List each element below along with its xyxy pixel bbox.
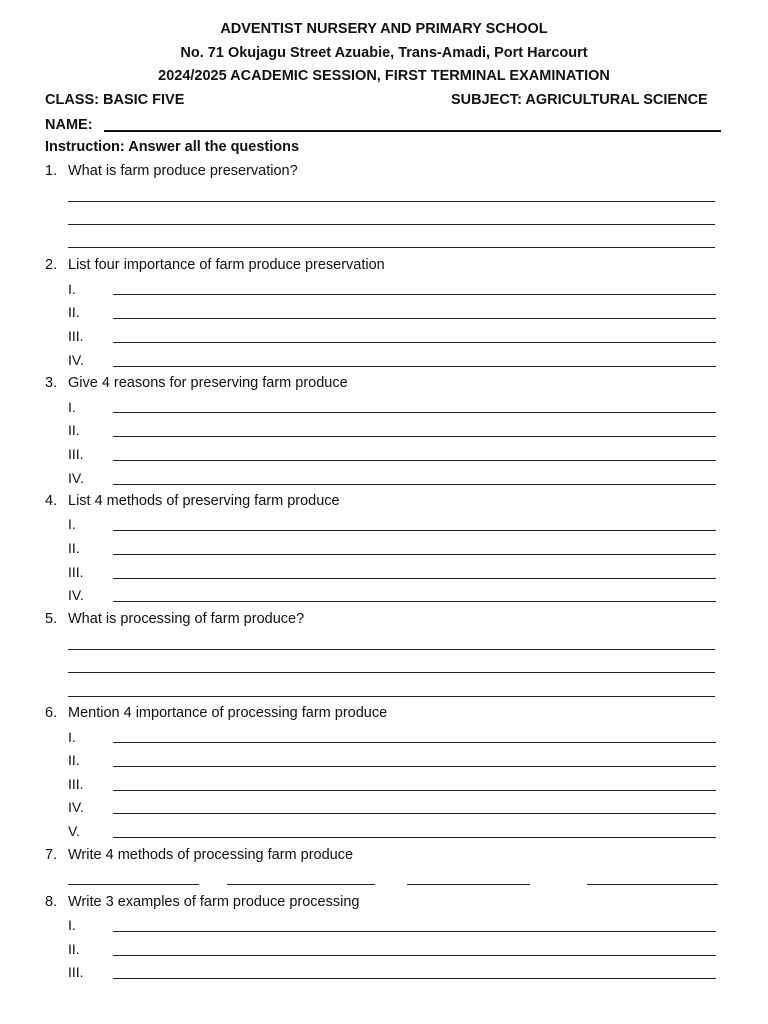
question-text: List four importance of farm produce preservation: [68, 257, 385, 273]
answer-line[interactable]: [113, 790, 716, 791]
answer-line[interactable]: [68, 247, 715, 248]
answer-line[interactable]: [407, 884, 530, 885]
question-number: 2.: [45, 257, 58, 273]
question-6: [45, 704, 387, 722]
name-label: NAME:: [45, 117, 93, 133]
answer-line[interactable]: [68, 649, 715, 650]
item-label: IV.: [68, 799, 84, 815]
subject-label: SUBJECT: AGRICULTURAL SCIENCE: [451, 92, 708, 108]
question-number: 3.: [45, 375, 58, 391]
item-label: I.: [68, 516, 76, 532]
answer-line[interactable]: [113, 978, 716, 979]
answer-line[interactable]: [227, 884, 375, 885]
question-5: [45, 610, 304, 628]
answer-line[interactable]: [113, 318, 716, 319]
question-number: 8.: [45, 894, 58, 910]
question-number: 5.: [45, 611, 58, 627]
answer-line[interactable]: [113, 554, 716, 555]
answer-line[interactable]: [68, 696, 715, 697]
answer-line[interactable]: [113, 484, 716, 485]
answer-line[interactable]: [113, 530, 716, 531]
question-7: [45, 846, 353, 864]
item-label: III.: [68, 564, 84, 580]
item-label: III.: [68, 328, 84, 344]
answer-line[interactable]: [113, 294, 716, 295]
school-address: No. 71 Okujagu Street Azuabie, Trans-Amadi, Port Harcourt: [180, 45, 588, 61]
answer-line[interactable]: [113, 813, 716, 814]
answer-line[interactable]: [113, 342, 716, 343]
question-number: 6.: [45, 705, 58, 721]
answer-line[interactable]: [113, 460, 716, 461]
question-number: 1.: [45, 163, 58, 179]
item-label: III.: [68, 446, 84, 462]
question-text: What is farm produce preservation?: [68, 163, 298, 179]
answer-line[interactable]: [113, 766, 716, 767]
item-label: I.: [68, 917, 76, 933]
answer-line[interactable]: [113, 955, 716, 956]
question-number: 7.: [45, 847, 58, 863]
answer-line[interactable]: [113, 578, 716, 579]
item-label: III.: [68, 776, 84, 792]
item-label: II.: [68, 540, 80, 556]
item-label: IV.: [68, 470, 84, 486]
question-8: [45, 893, 359, 911]
question-text: Write 4 methods of processing farm produce: [68, 847, 354, 863]
answer-line[interactable]: [587, 884, 718, 885]
question-3: [45, 374, 348, 392]
item-label: IV.: [68, 352, 84, 368]
item-label: I.: [68, 281, 76, 297]
question-text: Mention 4 importance of processing farm produce: [68, 705, 388, 721]
answer-line[interactable]: [113, 436, 716, 437]
answer-line[interactable]: [113, 742, 716, 743]
answer-line[interactable]: [113, 931, 716, 932]
instruction: Instruction: Answer all the questions: [45, 139, 300, 155]
exam-session: 2024/2025 ACADEMIC SESSION, FIRST TERMINAL EXAMINATION: [158, 68, 610, 84]
name-answer-line[interactable]: [104, 130, 721, 132]
item-label: IV.: [68, 587, 84, 603]
item-label: I.: [68, 729, 76, 745]
answer-line[interactable]: [68, 672, 715, 673]
answer-line[interactable]: [68, 201, 715, 202]
school-name: ADVENTIST NURSERY AND PRIMARY SCHOOL: [220, 21, 548, 37]
question-1: [45, 162, 298, 180]
question-text: What is processing of farm produce?: [68, 611, 305, 627]
question-number: 4.: [45, 493, 58, 509]
item-label: V.: [68, 823, 80, 839]
item-label: II.: [68, 941, 80, 957]
item-label: II.: [68, 752, 80, 768]
item-label: I.: [68, 399, 76, 415]
answer-line[interactable]: [113, 601, 716, 602]
item-label: II.: [68, 304, 80, 320]
class-label: CLASS: BASIC FIVE: [45, 92, 185, 108]
question-2: [45, 256, 385, 274]
question-4: [45, 492, 340, 510]
answer-line[interactable]: [113, 412, 716, 413]
item-label: II.: [68, 422, 80, 438]
answer-line[interactable]: [68, 224, 715, 225]
answer-line[interactable]: [113, 366, 716, 367]
item-label: III.: [68, 964, 84, 980]
question-text: Write 3 examples of farm produce processing: [68, 894, 360, 910]
question-text: Give 4 reasons for preserving farm produce: [68, 375, 348, 391]
question-text: List 4 methods of preserving farm produce: [68, 493, 340, 509]
answer-line[interactable]: [68, 884, 199, 885]
answer-line[interactable]: [113, 837, 716, 838]
